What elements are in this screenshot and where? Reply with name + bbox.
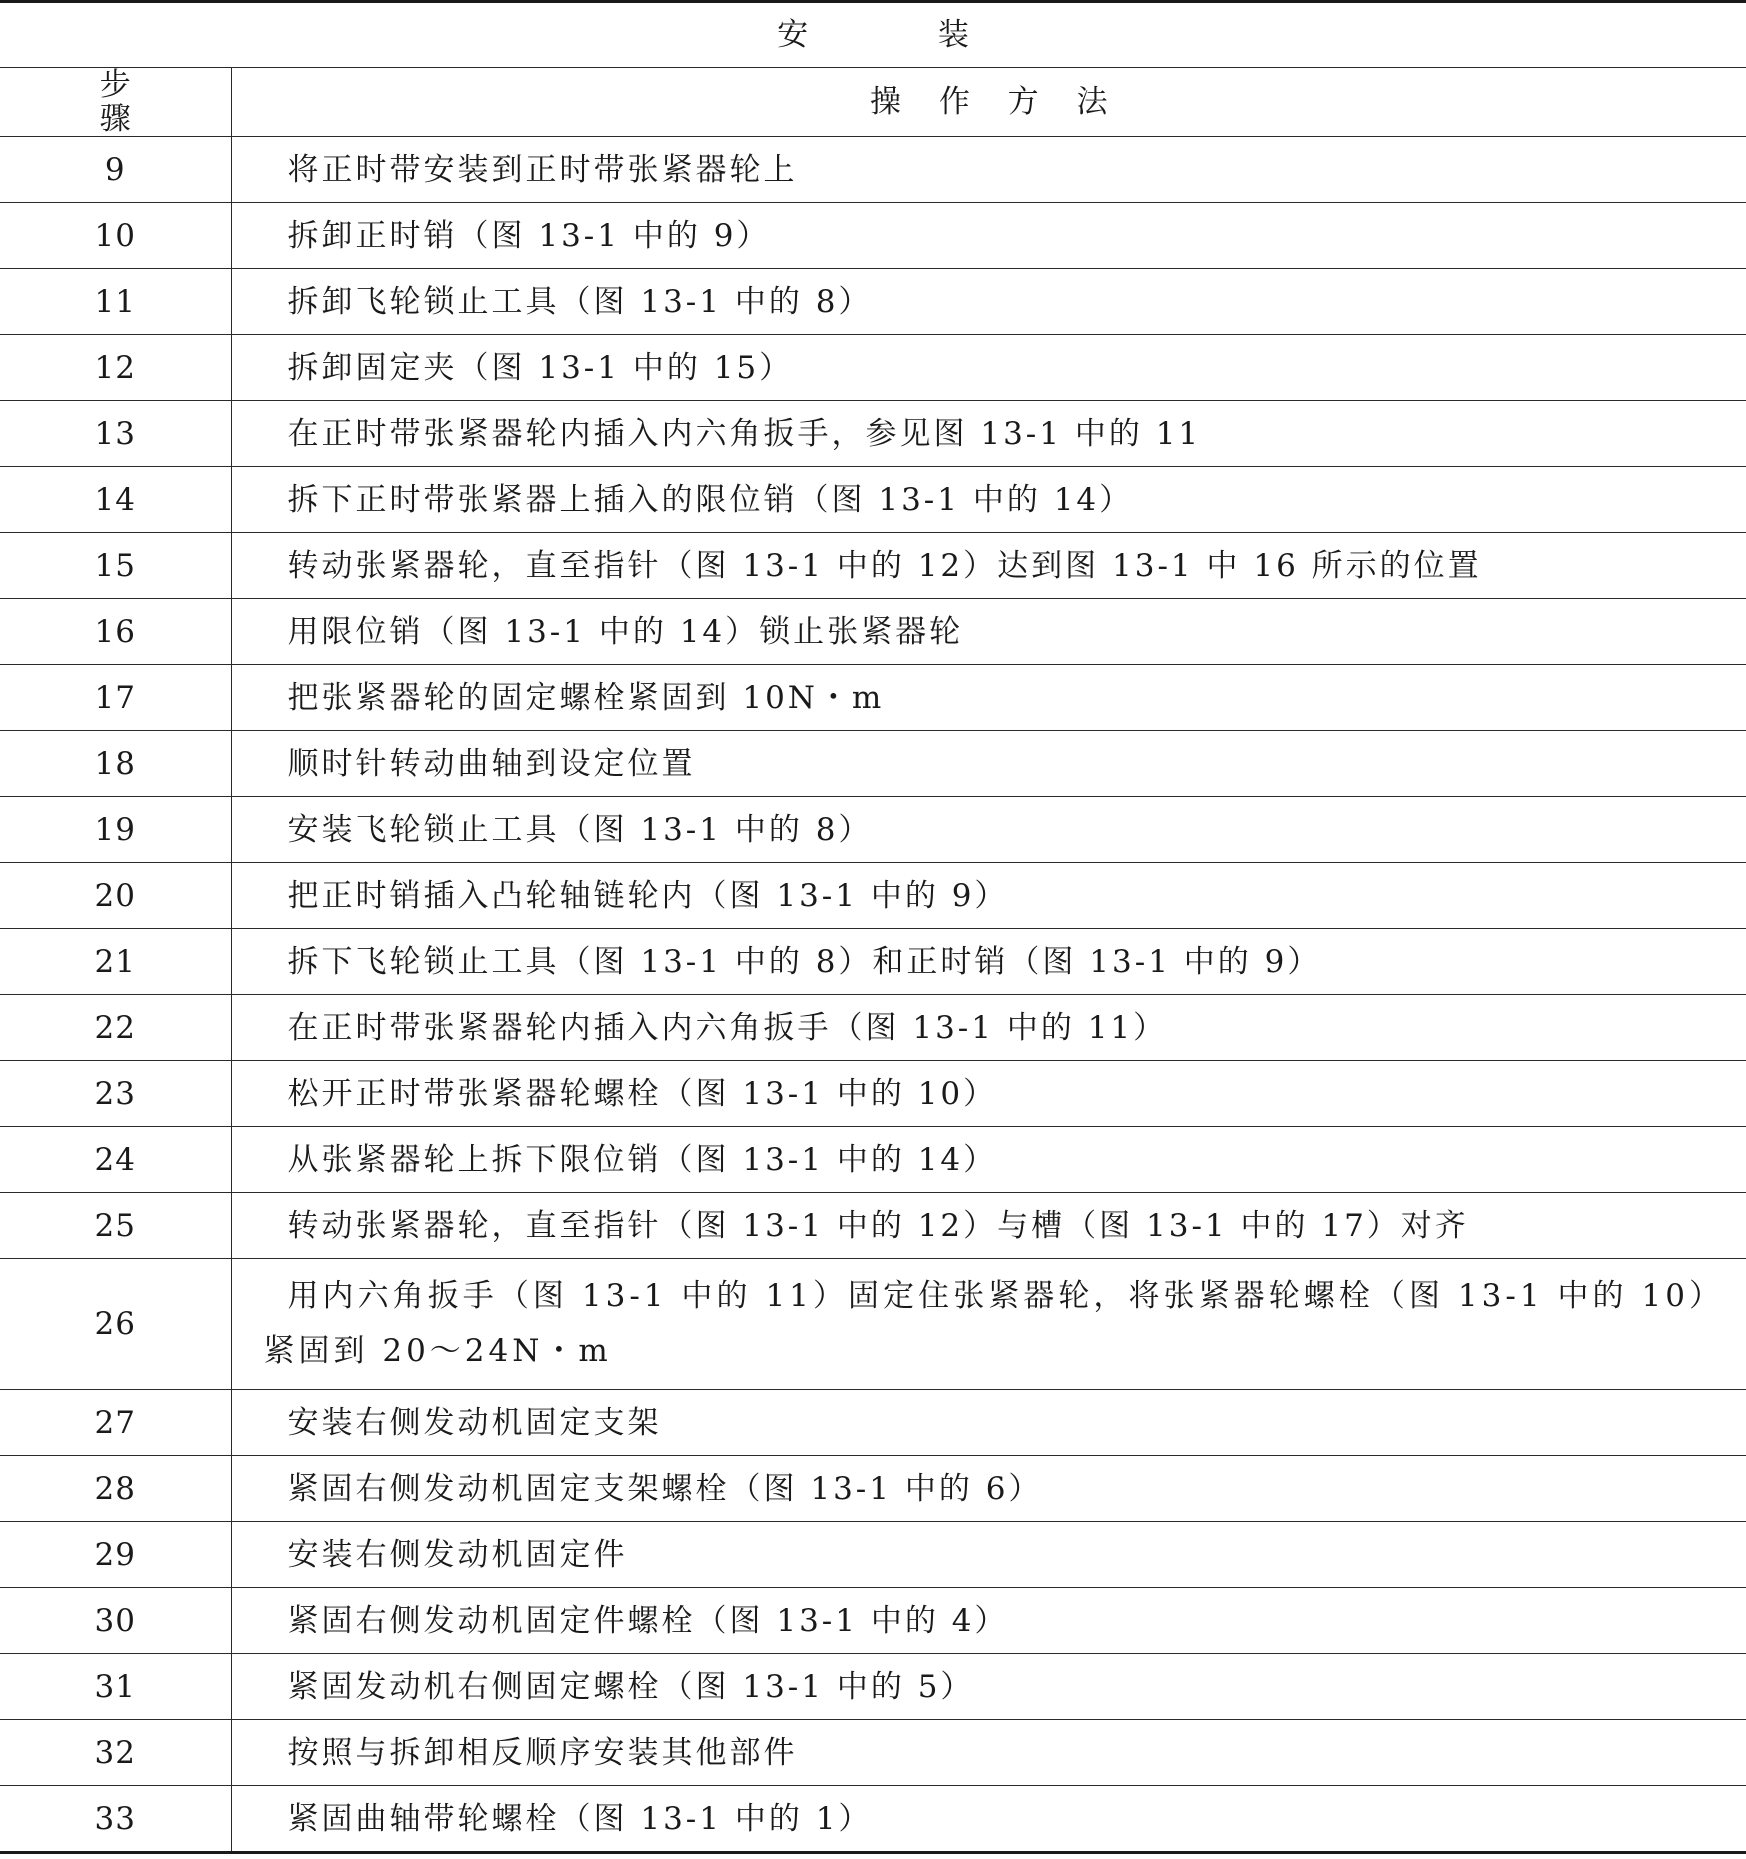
step-method: 紧固右侧发动机固定支架螺栓（图 13-1 中的 6） [231,1456,1746,1522]
table-row [0,335,1746,401]
table-row [0,1259,1746,1390]
step-method: 在正时带张紧器轮内插入内六角扳手（图 13-1 中的 11） [231,995,1746,1061]
step-method: 用内六角扳手（图 13-1 中的 11）固定住张紧器轮，将张紧器轮螺栓（图 13-1 中的 10）紧固到 20～24N・m [231,1259,1746,1390]
step-number: 30 [0,1588,231,1654]
step-number: 22 [0,995,231,1061]
step-method: 从张紧器轮上拆下限位销（图 13-1 中的 14） [231,1127,1746,1193]
step-column-header: 步 骤 [0,68,231,137]
step-method: 顺时针转动曲轴到设定位置 [231,731,1746,797]
step-number: 20 [0,863,231,929]
step-method: 拆下正时带张紧器上插入的限位销（图 13-1 中的 14） [231,467,1746,533]
step-number: 28 [0,1456,231,1522]
step-number: 31 [0,1654,231,1720]
step-number: 13 [0,401,231,467]
table-row [0,1522,1746,1588]
step-number: 15 [0,533,231,599]
step-number: 12 [0,335,231,401]
step-number: 19 [0,797,231,863]
step-number: 27 [0,1390,231,1456]
step-method: 安装右侧发动机固定支架 [231,1390,1746,1456]
table-header-row [0,68,1746,137]
table-row [0,1654,1746,1720]
table-row [0,995,1746,1061]
step-method: 在正时带张紧器轮内插入内六角扳手，参见图 13-1 中的 11 [231,401,1746,467]
step-method: 松开正时带张紧器轮螺栓（图 13-1 中的 10） [231,1061,1746,1127]
table-row [0,1390,1746,1456]
table-row [0,137,1746,203]
step-number: 32 [0,1720,231,1786]
step-method: 拆卸固定夹（图 13-1 中的 15） [231,335,1746,401]
step-method: 紧固右侧发动机固定件螺栓（图 13-1 中的 4） [231,1588,1746,1654]
step-number: 24 [0,1127,231,1193]
step-number: 21 [0,929,231,995]
table-row [0,797,1746,863]
table-row [0,269,1746,335]
step-number: 14 [0,467,231,533]
table-row [0,203,1746,269]
step-number: 25 [0,1193,231,1259]
step-method: 安装飞轮锁止工具（图 13-1 中的 8） [231,797,1746,863]
step-method: 紧固曲轴带轮螺栓（图 13-1 中的 1） [231,1786,1746,1853]
table-title-row [0,2,1746,68]
table-row [0,1720,1746,1786]
step-number: 18 [0,731,231,797]
step-number: 33 [0,1786,231,1853]
step-method: 用限位销（图 13-1 中的 14）锁止张紧器轮 [231,599,1746,665]
table-title: 安 装 [0,2,1746,68]
step-method: 转动张紧器轮，直至指针（图 13-1 中的 12）达到图 13-1 中 16 所示的位置 [231,533,1746,599]
table-row [0,1061,1746,1127]
step-number: 29 [0,1522,231,1588]
table-row [0,1588,1746,1654]
step-method: 拆卸正时销（图 13-1 中的 9） [231,203,1746,269]
table-row [0,401,1746,467]
table-row [0,929,1746,995]
step-method: 紧固发动机右侧固定螺栓（图 13-1 中的 5） [231,1654,1746,1720]
step-method: 按照与拆卸相反顺序安装其他部件 [231,1720,1746,1786]
table-body [0,137,1746,1853]
table-row [0,731,1746,797]
step-method: 将正时带安装到正时带张紧器轮上 [231,137,1746,203]
step-method: 拆下飞轮锁止工具（图 13-1 中的 8）和正时销（图 13-1 中的 9） [231,929,1746,995]
table-row [0,1456,1746,1522]
table-row [0,1786,1746,1853]
step-number: 10 [0,203,231,269]
table-row [0,599,1746,665]
step-method: 把正时销插入凸轮轴链轮内（图 13-1 中的 9） [231,863,1746,929]
table-row [0,533,1746,599]
step-method: 转动张紧器轮，直至指针（图 13-1 中的 12）与槽（图 13-1 中的 17）对齐 [231,1193,1746,1259]
step-number: 23 [0,1061,231,1127]
step-number: 26 [0,1259,231,1390]
step-method: 拆卸飞轮锁止工具（图 13-1 中的 8） [231,269,1746,335]
step-number: 16 [0,599,231,665]
step-number: 11 [0,269,231,335]
step-number: 9 [0,137,231,203]
table-row [0,467,1746,533]
method-column-header: 操 作 方 法 [231,68,1746,137]
table-row [0,1193,1746,1259]
table-row [0,1127,1746,1193]
step-method: 安装右侧发动机固定件 [231,1522,1746,1588]
step-number: 17 [0,665,231,731]
step-method: 把张紧器轮的固定螺栓紧固到 10N・m [231,665,1746,731]
table-row [0,863,1746,929]
table-row [0,665,1746,731]
